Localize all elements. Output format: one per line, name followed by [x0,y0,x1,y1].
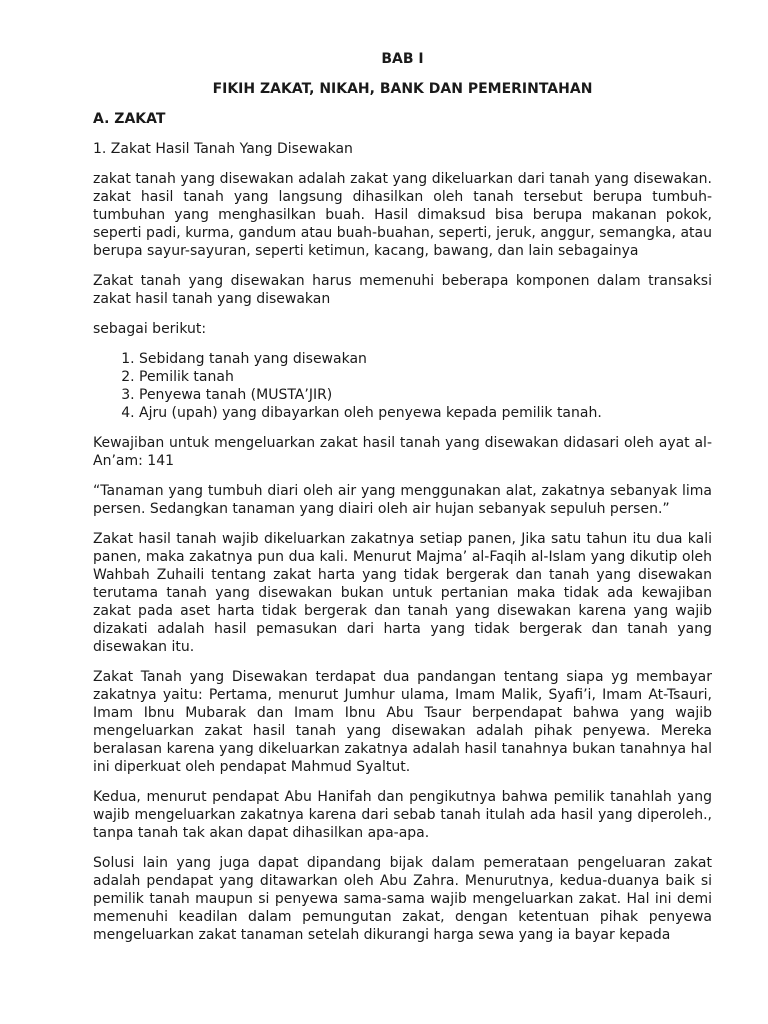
quote-paragraph: “Tanaman yang tumbuh diari oleh air yang menggunakan alat, zakatnya sebanyak lima persen. Sedangkan tanaman yang diairi oleh air hujan sebanyak sepuluh persen.” [93,483,712,517]
paragraph: Zakat Tanah yang Disewakan terdapat dua pandangan tentang siapa yg membayar zakatnya yaitu: Pertama, menurut Jumhur ulama, Imam Malik, Syafi’i, Imam At-Tsauri, Imam Ibnu Mubarak dan Imam Ibnu Abu Tsaur berpendapat bahwa yang wajib mengeluarkan zakat hasil tanah yang disewakan adalah pihak penyewa. Mereka beralasan karena yang dikeluarkan zakatnya adalah hasil tanahnya bukan tanahnya hal ini diperkuat oleh pendapat Mahmud Syaltut. [93,669,712,775]
list-item: 4. Ajru (upah) yang dibayarkan oleh penyewa kepada pemilik tanah. [139,404,712,422]
paragraph: Solusi lain yang juga dapat dipandang bijak dalam pemerataan pengeluaran zakat adalah pendapat yang ditawarkan oleh Abu Zahra. Menurutnya, kedua-duanya baik si pemilik tanah maupun si penyewa sama-sama wajib mengeluarkan zakat. Hal ini demi memenuhi keadilan dalam pemungutan zakat, dengan ketentuan pihak penyewa mengeluarkan zakat tanaman setelah dikurangi harga sewa yang ia bayar kepada [93,855,712,943]
chapter-title: BAB I [381,51,424,67]
paragraph: Kewajiban untuk mengeluarkan zakat hasil tanah yang disewakan didasari oleh ayat al-An’am: 141 [93,435,712,469]
list-item: 3. Penyewa tanah (MUSTA’JIR) [139,386,712,404]
component-list [93,350,712,422]
section-heading: A. ZAKAT [93,111,166,127]
document-page [93,50,712,956]
paragraph: Zakat tanah yang disewakan harus memenuhi beberapa komponen dalam transaksi zakat hasil tanah yang disewakan [93,273,712,307]
paragraph: Kedua, menurut pendapat Abu Hanifah dan pengikutnya bahwa pemilik tanahlah yang wajib mengeluarkan zakatnya karena dari sebab tanah itulah ada hasil yang diperoleh., tanpa tanah tak akan dapat dihasilkan apa-apa. [93,789,712,841]
list-item: 2. Pemilik tanah [139,368,712,386]
paragraph: zakat tanah yang disewakan adalah zakat yang dikeluarkan dari tanah yang disewakan. zakat hasil tanah yang langsung dihasilkan oleh tanah tersebut berupa tumbuh-tumbuhan yang menghasilkan buah. Hasil dimaksud bisa berupa makanan pokok, seperti padi, kurma, gandum atau buah-buahan, seperti, jeruk, anggur, semangka, atau berupa sayur-sayuran, seperti ketimun, kacang, bawang, dan lain sebagainya [93,171,712,259]
document-title: FIKIH ZAKAT, NIKAH, BANK DAN PEMERINTAHAN [212,81,593,97]
paragraph: Zakat hasil tanah wajib dikeluarkan zakatnya setiap panen, Jika satu tahun itu dua kali panen, maka zakatnya pun dua kali. Menurut Majma’ al-Faqih al-Islam yang dikutip oleh Wahbah Zuhaili tentang zakat harta yang tidak bergerak dan tanah yang disewakan terutama tanah yang disewakan bukan untuk pertanian maka tidak ada kewajiban zakat pada aset harta tidak bergerak dan tanah yang disewakan karena yang wajib dizakati adalah hasil pemasukan dari harta yang tidak bergerak dan tanah yang disewakan itu. [93,531,712,655]
paragraph: sebagai berikut: [93,321,207,337]
subsection-heading: 1. Zakat Hasil Tanah Yang Disewakan [93,141,353,157]
list-item: 1. Sebidang tanah yang disewakan [139,350,712,368]
